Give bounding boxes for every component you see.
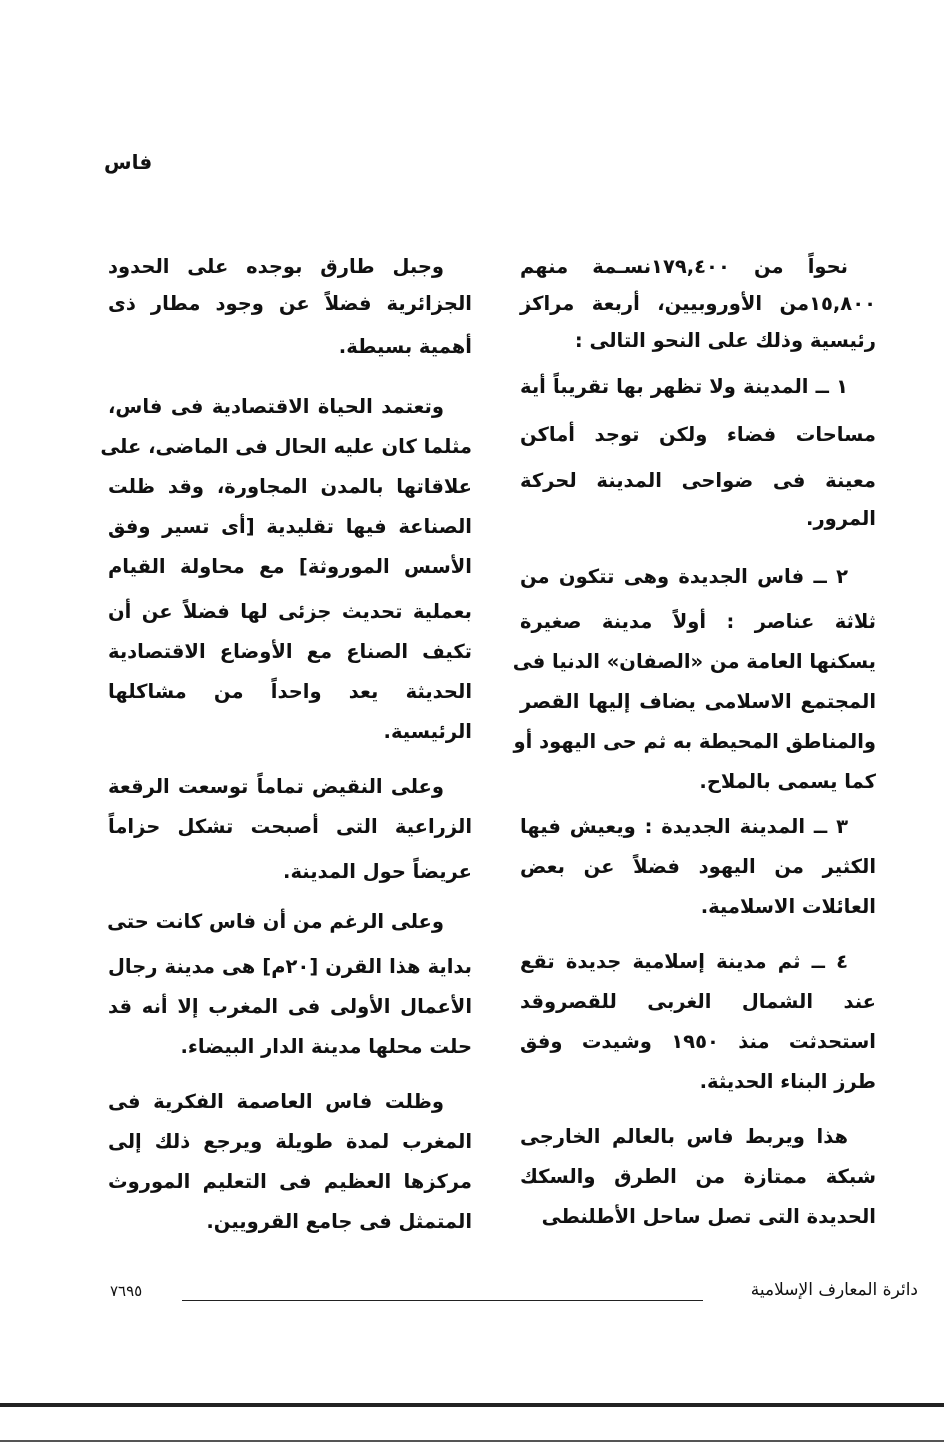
- text-line: الحديدة التى تصل ساحل الأطلنطى: [541, 1205, 876, 1228]
- text-line: معينة فى ضواحى المدينة لحركة: [520, 469, 876, 492]
- text-line: عريضاً حول المدينة.: [283, 860, 472, 883]
- text-line: الصناعة فيها تقليدية [أى تسير وفق: [108, 515, 472, 538]
- text-line: ثلاثة عناصر : أولاً مدينة صغيرة: [520, 610, 876, 633]
- text-line: عند الشمال الغربى للقصروقد: [520, 990, 876, 1013]
- text-line: الأسس الموروثة] مع محاولة القيام: [108, 555, 472, 578]
- text-line: والمناطق المحيطة به ثم حى اليهود أو: [513, 730, 876, 753]
- text-line: الزراعية التى أصبحت تشكل حزاماً: [108, 815, 472, 838]
- text-line: وتعتمد الحياة الاقتصادية فى فاس،: [108, 395, 444, 418]
- text-line: الكثير من اليهود فضلاً عن بعض: [520, 855, 876, 878]
- text-line: المتمثل فى جامع القرويين.: [206, 1210, 472, 1233]
- text-line: وعلى النقيض تماماً توسعت الرقعة: [108, 775, 444, 798]
- text-line: نحواً من ١٧٩,٤٠٠نسـمة منهم: [520, 255, 849, 278]
- text-line: ١ ــ المدينة ولا تظهر بها تقريباً أية: [520, 375, 848, 398]
- scan-edge-lower: [0, 1440, 944, 1442]
- running-header: فاس: [104, 150, 153, 174]
- text-line: ١٥,٨٠٠من الأوروبيين، أربعة مراكز: [520, 292, 876, 315]
- text-line: استحدثت منذ ١٩٥٠ وشيدت وفق: [520, 1030, 876, 1053]
- text-line: مركزها العظيم فى التعليم الموروث: [108, 1170, 472, 1193]
- text-line: كما يسمى بالملاح.: [699, 770, 876, 793]
- text-line: هذا ويربط فاس بالعالم الخارجى: [520, 1125, 848, 1148]
- text-line: بعملية تحديث جزئى لها فضلاً عن أن: [108, 600, 472, 623]
- text-line: وعلى الرغم من أن فاس كانت حتى: [107, 910, 444, 933]
- right-column: [512, 0, 876, 1300]
- text-line: المرور.: [806, 507, 876, 530]
- text-line: الجزائرية فضلاً عن وجود مطار ذى: [108, 292, 472, 315]
- text-line: الحديثة يعد واحداً من مشاكلها: [108, 680, 472, 703]
- text-line: الرئيسية.: [383, 720, 472, 743]
- text-line: المجتمع الاسلامى يضاف إليها القصر: [520, 690, 876, 713]
- text-line: ٣ ــ المدينة الجديدة : ويعيش فيها: [520, 815, 848, 838]
- text-line: الأعمال الأولى فى المغرب إلا أنه قد: [108, 995, 472, 1018]
- text-line: علاقاتها بالمدن المجاورة، وقد ظلت: [108, 475, 472, 498]
- left-column: [100, 0, 472, 1300]
- text-line: طرز البناء الحديثة.: [699, 1070, 876, 1093]
- scan-edge: [0, 1403, 944, 1407]
- publication-title: دائرة المعارف الإسلامية: [750, 1280, 918, 1300]
- text-line: تكيف الصناع مع الأوضاع الاقتصادية: [108, 640, 472, 663]
- text-line: العائلات الاسلامية.: [700, 895, 876, 918]
- text-line: بداية هذا القرن [٢٠م] هى مدينة رجال: [108, 955, 472, 978]
- page-number: ٧٦٩٥: [110, 1282, 143, 1300]
- page-footer: [110, 1280, 918, 1310]
- text-line: وظلت فاس العاصمة الفكرية فى: [108, 1090, 444, 1113]
- text-line: يسكنها العامة من «الصفان» الدنيا فى: [512, 650, 876, 673]
- text-line: شبكة ممتازة من الطرق والسكك: [520, 1165, 876, 1188]
- text-line: مثلما كان عليه الحال فى الماضى، على: [100, 435, 472, 458]
- text-line: أهمية بسيطة.: [338, 335, 472, 358]
- text-line: مساحات فضاء ولكن توجد أماكن: [520, 423, 876, 446]
- text-line: ٢ ــ فاس الجديدة وهى تتكون من: [520, 565, 848, 588]
- text-line: المغرب لمدة طويلة ويرجع ذلك إلى: [108, 1130, 472, 1153]
- text-line: وجبل طارق بوجده على الحدود: [108, 255, 444, 278]
- footer-rule: [182, 1300, 703, 1301]
- text-line: رئيسية وذلك على النحو التالى :: [574, 329, 876, 352]
- text-line: ٤ ــ ثم مدينة إسلامية جديدة تقع: [520, 950, 848, 973]
- text-line: حلت محلها مدينة الدار البيضاء.: [180, 1035, 472, 1058]
